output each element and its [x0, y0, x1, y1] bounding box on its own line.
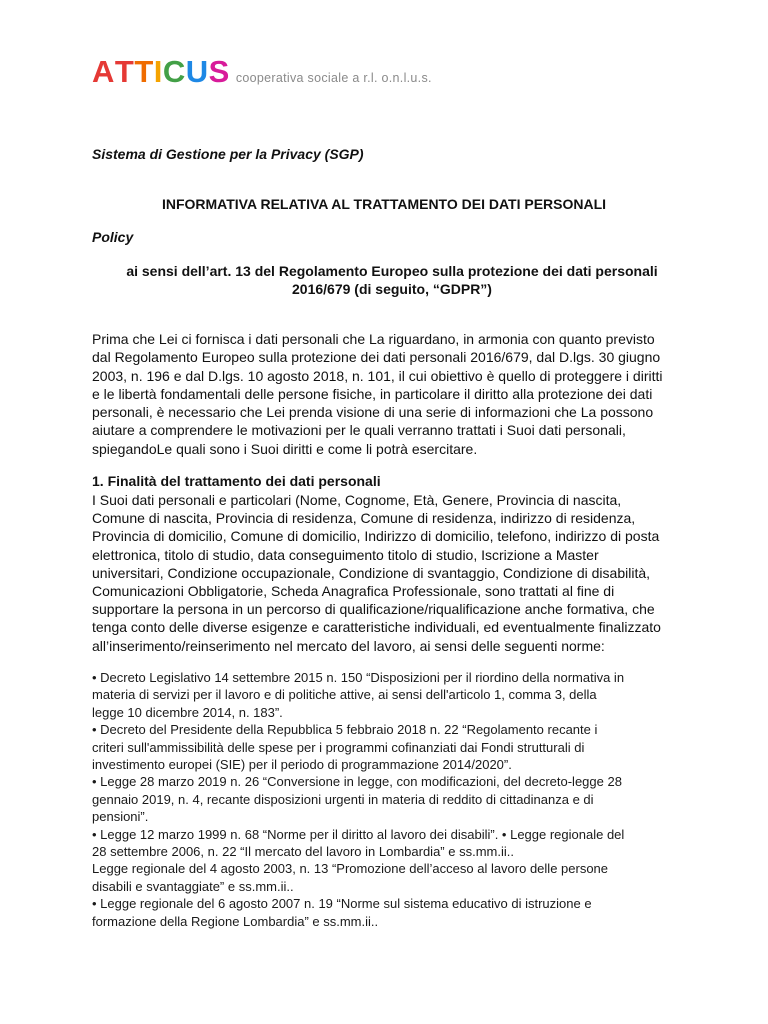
section-1-line: Comunicazioni Obbligatorie, Scheda Anagrafica Professionale, sono trattati al fine di: [92, 583, 615, 600]
intro-line: dal Regolamento Europeo sulla protezione dei dati personali 2016/679, dal D.lgs. 30 giugno: [92, 349, 661, 366]
intro-line: 2003, n. 196 e dal D.lgs. 10 agosto 2018, n. 101, il cui obiettivo è quello di proteggere i diritti: [92, 367, 663, 384]
logo-letter: C: [162, 54, 186, 89]
section-1-line: tenga conto delle diverse esigenze e caratteristiche individuali, ed eventualmente finalizzato: [92, 619, 661, 636]
logo-letter: T: [114, 54, 135, 89]
section-1-line: universitari, Condizione occupazionale, Condizione di svantaggio, Condizione di disabilità,: [92, 564, 651, 581]
logo-letter: I: [153, 54, 163, 89]
intro-line: personali, è necessario che Lei prenda visione di una serie di informazioni che La possono: [92, 404, 654, 421]
gdpr-reference-line: ai sensi dell’art. 13 del Regolamento Europeo sulla protezione dei dati personali: [126, 263, 658, 279]
section-1-line: elettronica, titolo di studio, data conseguimento titolo di studio, Iscrizione a Master: [92, 546, 599, 563]
logo-letter: A: [92, 54, 115, 89]
policy-label: Policy: [92, 229, 134, 245]
gdpr-reference-line: 2016/679 (di seguito, “GDPR”): [292, 281, 492, 297]
section-1-line: all’inserimento/reinserimento nel mercato del lavoro, ai sensi delle seguenti norme:: [92, 637, 605, 654]
main-title: INFORMATIVA RELATIVA AL TRATTAMENTO DEI DATI PERSONALI: [161, 196, 607, 212]
section-1-line: supportare la persona in un percorso di qualificazione/riqualificazione anche formativa, che: [92, 601, 655, 618]
norm-line: gennaio 2019, n. 4, recante disposizioni urgenti in materia di reddito di cittadinanza e di: [92, 791, 594, 807]
header: [92, 56, 432, 87]
section-1-line: Comune di nascita, Provincia di residenza, Comune di residenza, indirizzo di residenza,: [92, 510, 636, 527]
logo-tagline: cooperativa sociale a r.l. o.n.l.u.s.: [235, 71, 432, 85]
intro-paragraph: [92, 330, 692, 458]
norm-line: • Decreto Legislativo 14 settembre 2015 n. 150 “Disposizioni per il riordino della normativa in: [92, 670, 625, 685]
norm-line: pensioni”.: [92, 809, 149, 825]
norm-line: formazione della Regione Lombardia” e ss.mm.ii..: [92, 913, 379, 929]
norm-line: materia di servizi per il lavoro e di politiche attive, ai sensi dell'articolo 1, comma 3, della: [92, 687, 597, 703]
norm-line: criteri sull'ammissibilità delle spese per i programmi cofinanziati dai Fondi strutturali di: [92, 739, 585, 755]
norms-list: [92, 669, 712, 930]
norm-line: • Legge 12 marzo 1999 n. 68 “Norme per il diritto al lavoro dei disabili”. • Legge regionale del: [92, 826, 625, 842]
norm-line: disabili e svantaggiate” e ss.mm.ii..: [92, 878, 294, 894]
norm-line: Legge regionale del 4 agosto 2003, n. 13 “Promozione dell’acceso al lavoro delle persone: [92, 861, 609, 877]
norm-line: legge 10 dicembre 2014, n. 183”.: [92, 704, 283, 720]
logo-letter: T: [134, 54, 154, 89]
norm-line: • Decreto del Presidente della Repubblica 5 febbraio 2018 n. 22 “Regolamento recante i: [92, 722, 598, 738]
norm-line: • Legge regionale del 6 agosto 2007 n. 19 “Norme sul sistema educativo di istruzione e: [92, 896, 592, 912]
norm-line: investimento europei (SIE) per il periodo di programmazione 2014/2020”.: [92, 757, 512, 773]
section-1-line: I Suoi dati personali e particolari (Nome, Cognome, Età, Genere, Provincia di nascita,: [92, 492, 622, 508]
intro-line: Prima che Lei ci fornisca i dati personali che La riguardano, in armonia con quanto previsto: [92, 331, 655, 347]
norm-line: • Legge 28 marzo 2019 n. 26 “Conversione in legge, con modificazioni, del decreto-legge 28: [92, 774, 622, 790]
intro-line: e le libertà fondamentali delle persone fisiche, in particolare il diritto alla protezione dei dati: [92, 385, 653, 402]
intro-line: aiutare a comprendere le motivazioni per le quali verranno trattati i Suoi dati personali,: [92, 422, 626, 439]
gdpr-reference: [92, 262, 692, 298]
section-1-title: 1. Finalità del trattamento dei dati personali: [92, 473, 381, 489]
logo-letter: U: [185, 54, 209, 89]
sgp-title: Sistema di Gestione per la Privacy (SGP): [92, 146, 364, 162]
logo-letter: S: [208, 54, 230, 89]
norm-line: 28 settembre 2006, n. 22 “Il mercato del lavoro in Lombardia” e ss.mm.ii..: [92, 844, 514, 860]
section-1-line: Provincia di domicilio, Comune di domicilio, Indirizzo di domicilio, telefono, indirizzo di posta: [92, 528, 660, 545]
atticus-logo: [92, 56, 230, 87]
intro-line: spiegandoLe quali sono i Suoi diritti e come li potrà esercitare.: [92, 440, 478, 457]
section-1-body: [92, 491, 692, 655]
